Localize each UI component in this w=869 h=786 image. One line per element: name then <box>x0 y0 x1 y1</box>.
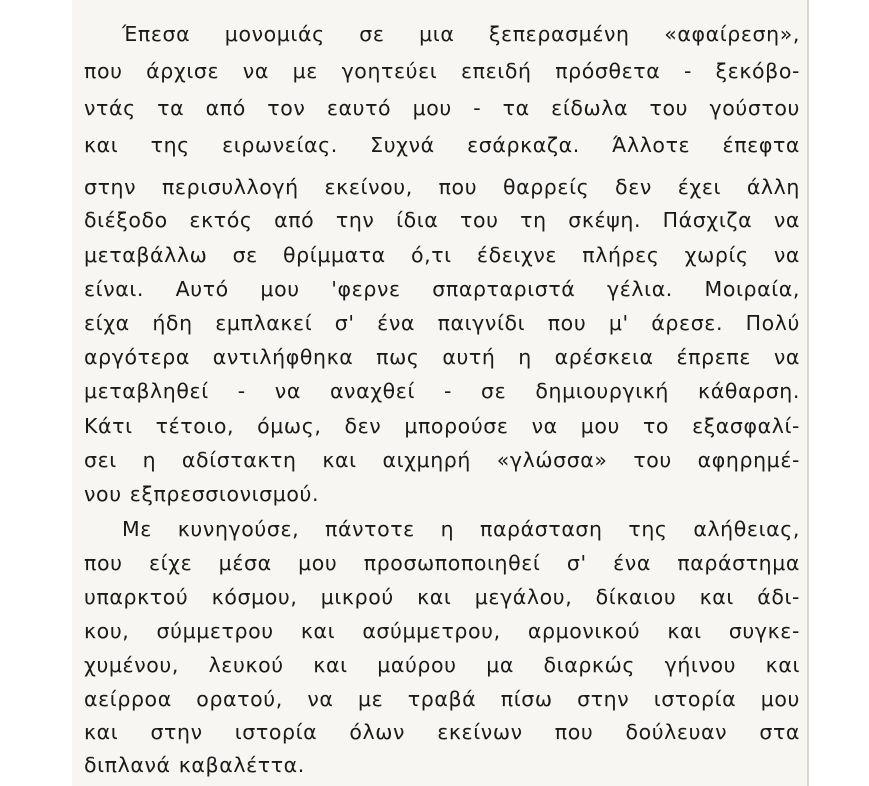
paragraph-1-line-4: και της ειρωνείας. Συχνά εσάρκαζα. Άλλοτε έπεφτα <box>84 133 800 157</box>
paragraph-1-line-1: Έπεσα μονομιάς σε μια ξεπερασμένη «αφαίρεση», <box>122 22 800 46</box>
paragraph-1-line-11: μεταβληθεί - να αναχθεί - σε δημιουργική κάθαρση. <box>84 379 800 403</box>
paragraph-1-line-3: ντάς τα από τον εαυτό μου - τα είδωλα του γούστου <box>84 96 800 120</box>
paragraph-2-line-8: διπλανά καβαλέττα. <box>84 753 305 777</box>
paragraph-1-line-5: στην περισυλλογή εκείνου, που θαρρείς δεν έχει άλλη <box>84 175 800 199</box>
paragraph-2-line-3: υπαρκτού κόσμου, μικρού και μεγάλου, δίκαιου και άδι- <box>84 585 800 609</box>
paragraph-1-line-9: είχα ήδη εμπλακεί σ' ένα παιγνίδι που μ' άρεσε. Πολύ <box>84 311 800 335</box>
paragraph-2-line-7: και στην ιστορία όλων εκείνων που δούλευαν στα <box>84 720 800 744</box>
paragraph-2-line-6: αείρροα ορατού, να με τραβά πίσω στην ιστορία μου <box>84 687 800 711</box>
paragraph-1-line-10: αργότερα αντιλήφθηκα πως αυτή η αρέσκεια έπρεπε να <box>84 345 800 369</box>
paragraph-1-line-14: νου εξπρεσσιονισμού. <box>84 482 320 506</box>
paragraph-2-line-2: που είχε μέσα μου προσωποποιηθεί σ' ένα παράστημα <box>84 551 800 575</box>
paragraph-1-line-13: σει η αδίστακτη και αιχμηρή «γλώσσα» του αφηρημέ- <box>84 448 800 472</box>
paragraph-1-line-2: που άρχισε να με γοητεύει επειδή πρόσθετα - ξεκόβο- <box>84 59 800 83</box>
paragraph-2-line-4: κου, σύμμετρου και ασύμμετρου, αρμονικού και συγκε- <box>84 619 800 643</box>
paragraph-2-line-5: χυμένου, λευκού και μαύρου μα διαρκώς γήινου και <box>84 653 800 677</box>
paragraph-2-line-1: Με κυνηγούσε, πάντοτε η παράσταση της αλήθειας, <box>122 517 800 541</box>
page-edge-shadow <box>807 0 809 786</box>
paragraph-1-line-7: μεταβάλλω σε θρίμματα ό,τι έδειχνε πλήρες χωρίς να <box>84 243 800 267</box>
paragraph-1-line-12: Κάτι τέτοιο, όμως, δεν μπορούσε να μου το εξασφαλί- <box>84 414 800 438</box>
paragraph-1-line-6: διέξοδο εκτός από την ίδια του τη σκέψη. Πάσχιζα να <box>84 208 800 232</box>
paragraph-1-line-8: είναι. Αυτό μου 'φερνε σπαρταριστά γέλια. Μοιραία, <box>84 277 800 301</box>
